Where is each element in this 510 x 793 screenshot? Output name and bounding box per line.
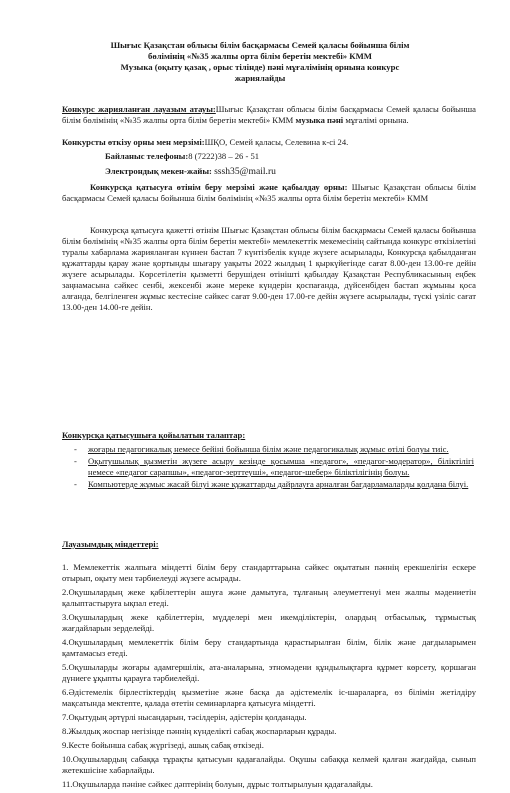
requirement-text: Компьютерде жұмыс жасай білуі және құжаттарды дайрлауға арналған бағдарламаларды қолдана білуі.	[88, 479, 469, 489]
deadline-text: Шығыс Қазақстан облысы білім басқармасы Семей қаласы бойынша білім бөлімінің «№35 жалпы орта білім беретін мектебі» КММ	[62, 182, 476, 203]
requirement-item	[74, 456, 474, 478]
duty-item: 9.Кесте бойынша сабақ жүргізеді, ашық сабақ өткізеді.	[62, 740, 264, 750]
title-line-2: бөлімінің «№35 жалпы орта білім беретін мектебі» КММ	[148, 51, 372, 62]
requirement-text: жоғары педагогикалық немесе бейіні бойынша білім және педагогикалық жұмыс өтілі болуы тиіс.	[88, 444, 449, 454]
duty-item: 5.Оқушыларды жоғары адамгершілік, ата-аналарына, этномәдени құндылықтарға құрмет көрсету, қоршаған дүниеге ұқыпты қарауға тәрбиелейді.	[62, 662, 476, 683]
position-subject: музыка пәні	[295, 115, 344, 125]
dash-bullet: -	[74, 456, 77, 466]
venue-text: ШҚО, Семей қаласы, Селевина к-сі 24.	[204, 137, 349, 147]
announcement-title	[70, 40, 450, 85]
duties-list	[62, 562, 476, 793]
position-tail: мұғалімі орнына.	[345, 115, 409, 125]
duties-heading: Лауазымдық міндеттері:	[62, 539, 159, 549]
duty-item: 8.Жылдық жоспар негізінде пәннің күнделікті сабақ жоспарларын құрады.	[62, 726, 337, 736]
phone-line	[105, 151, 475, 162]
position-label: Конкурс жарияланған лауазым атауы:	[62, 104, 216, 114]
duty-item: 6.Әдістемелік бірлестіктердің қызметіне және басқа да әдістемелік іс-шараларға, өз білімін жетілдіру мақсатында мектепте, қалада өтетін семинарларға қатысуға міндетті.	[62, 687, 476, 708]
duty-item: 1. Мемлекеттік жалпыға міндетті білім беру стандарттарына сәйкес оқытатын пәннің ерекшелігін ескере отырып, оқыту мен тәрбиелеуді жүзеге асырады.	[62, 562, 476, 583]
requirements-list	[74, 444, 474, 491]
position-text: Шығыс Қазақстан облысы білім басқармасы Семей қаласы бойынша білім бөлімінің «№35 жалпы орта білім беретін мектебі» КММ	[62, 104, 476, 125]
venue-section	[62, 137, 476, 148]
title-line-3: Музыка (оқыту қазақ , орыс тілінде) пәні мұғалімінің орнына конкурс	[120, 62, 400, 73]
requirement-item	[74, 479, 474, 490]
position-section	[62, 104, 476, 126]
duty-item: 7.Оқытудың әртүрлі нысандарын, тәсілдерін, әдістерін қолданады.	[62, 712, 307, 722]
deadline-section	[62, 182, 476, 204]
phone-label: Байланыс телефоны:	[105, 151, 189, 161]
email-label: Электрондық мекен-жайы:	[105, 166, 212, 176]
requirement-text: Оқытушылық қызметін жүзеге асыру кезінде қосымша «педагог», «педагог-модератор», біліктілігі немесе «педагог сарапшы», «педагог-зерттеуші», «педагог-шебер» біліктілігінің болуы.	[88, 456, 474, 477]
duty-item: 3.Оқушылардың жеке қабілеттерін, мүдделері мен икемділіктерін, олардың отбасылық, тұрмыстық жағдайларын зерделейді.	[62, 612, 476, 633]
requirement-item	[74, 444, 474, 455]
dash-bullet: -	[74, 444, 77, 454]
duty-item: 4.Оқушылардың мемлекеттік білім беру стандартында қарастырылған білім, білік және дағдыларымен қамтамасыз етеді.	[62, 637, 476, 658]
email-line	[105, 166, 475, 178]
requirements-heading: Конкурсқа қатысушыға қойылатын талаптар:	[62, 430, 246, 440]
duty-item: 11.Оқушыларда пәніне сәйкес дәптерінің болуын, дұрыс толтырылуын қадағалайды.	[62, 779, 373, 789]
title-line-4: жариялайды	[234, 73, 286, 84]
dash-bullet: -	[74, 479, 77, 489]
duty-item: 10.Оқушылардың сабаққа тұрақты қатысуын қадағалайды. Оқушы сабаққа келмей қалған жағдайда, сынып жетекшісіне хабарлайды.	[62, 754, 476, 775]
duty-item: 2.Оқушылардың жеке қабілеттерін ашуға және дамытуға, тұлғаның әлеуметтенуі мен жалпы мәдениетін қалыптастыруға ықпал етеді.	[62, 587, 476, 608]
main-paragraph: Конкурсқа қатысуға қажетті өтінім Шығыс Қазақстан облысы білім басқармасы Семей қаласы бойынша білім бөлімінің «№35 жалпы орта білім беретін мектебі» мемлекеттік мекемесінің сайтында конкурс өткізілетіні туралы хабарлама жарияланған күннен бастап 7 күнтізбелік күнде жүзеге асырылады, Конкурсқа қабылданған құжаттарды қарау және қортынды шығару уақыты 2022 жылдың 1 қыркүйегінде сағат 8.00-ден 13.00-ге дейін жүзеге асырылады. Көрсетілетін қызметті берушіден өтінішті қабылдау Қазақстан Республикасының еңбек заңнамасына сәйкес сенбі, жексенбі және мереке күндерін қоспағанда, дүйсенбіден бастап жұмыны қоса алғанда, белгіленген жұмыс кестесіне сәйкес сағат 9.00-ден 17.00-ге дейін жүзеге асырылады, түскі үзіліс сағат 13.00-ден 14.00-ге дейін.	[62, 225, 476, 312]
email-value[interactable]: sssh35@mail.ru	[214, 166, 276, 177]
venue-label: Конкурсты өткізу орны мен мерзімі:	[62, 137, 205, 147]
deadline-label: Конкурсқа қатысуға өтінім беру мерзімі және қабылдау орны:	[90, 182, 348, 192]
title-line-1: Шығыс Қазақстан облысы білім басқармасы Семей қаласы бойынша білім	[110, 40, 410, 50]
phone-value: 8 (7222)38 – 26 - 51	[188, 151, 260, 161]
